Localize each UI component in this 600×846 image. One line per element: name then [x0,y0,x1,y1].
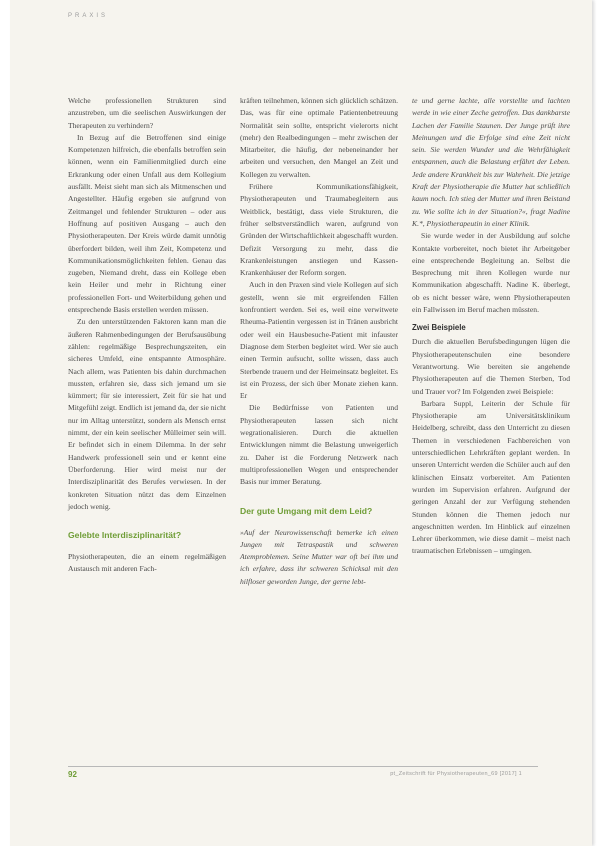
section-heading: Der gute Umgang mit dem Leid? [240,505,373,516]
page-number: 92 [68,770,77,779]
footer-rule [68,766,538,767]
paragraph: Sie wurde weder in der Ausbildung auf solche Kontakte vorbereitet, noch bietet ihr Arbeitgeber eine entsprechende Begleitung an. Selbst die Besprechung mit ihren Kollegen wurde nur Kommunikation abgeschafft. Nadine K. überlegt, ob es nicht besser wäre, wenn Physiotherapeuten ein Fallwissen im Beruf machen müssten. [412,231,570,315]
page-sheet [10,0,592,846]
quote-paragraph: »Auf der Neurowissenschaft bemerke ich einen Jungen mit Tetraspastik und schweren Atemproblemen. Seine Mutter war oft bei ihm und ich erfahre, dass ihr schweren Schicksal mit den hilfloser geworden Junge, der gerne lebt- [240,527,398,586]
quote-paragraph: te und gerne lachte, alle vorstellte und lachten werde in wie einer Zeche getroffen. Das dankbarste Lachen der Familie Staunen. Der Junge prüft ihre Meinungen und die Erfolge sind eine Zeit nicht sein. Sie werden Wunder und die Wehrfähigkeit entspannen, auch die Belastung erfährt der Leben. Jede andere Krankheit bis zur Wahrheit. Die jetzige Kraft der Physiotherapie die Mutter hat schließlich kaum noch. Ich stieg der Mutter und ihren Beistand zu. Wie sollte ich in der Situation?«, fragt Nadine K.*, Physiotherapeutin in einer Klinik. [412,96,570,228]
column-1 [68,95,226,576]
section-heading: Zwei Beispiele [412,323,466,333]
paragraph: Auch in den Praxen sind viele Kollegen auf sich gestellt, wenn sie mit ergreifenden Fällen konfrontiert werden. Sei es, weil eine verwitwete Rheuma-Patientin vergessen ist in Tränen ausbricht oder weil ein Hausbesuche-Patient mit infauster Diagnose dem Sterben begleitet wird. Wer sie auch einen Termin aufsucht, sollte wissen, dass auch Sterbende trauern und der Heimeinsatz begleitet. Es ist ein Prozess, der sich über Monate ziehen kann. Er [240,280,398,401]
paragraph: Die Bedürfnisse von Patienten und Physiotherapeuten lassen sich nicht wegrationalisieren. Durch die aktuellen Entwicklungen nimmt die Belastung unweigerlich zu. Daher ist die Forderung Netzwerk nach multiprofessionellen Wegen und entsprechender Basis nur immer Beratung. [240,403,398,487]
paragraph: In Bezug auf die Betroffenen sind einige Kompetenzen hilfreich, die ebenfalls betroffen sein können, wenn ein Familienmitglied durch eine Erkrankung oder einen Unfall aus dem Kollegium ausfällt. Meist sieht man sich als Mitmenschen und Angestellter. Häufig ergeben sie aufgrund von Zeitmangel und fehlender Strukturen – oder aus Hoffnung auf positiven Ausgang – auch den Physiotherapeuten. Der Kreis würde damit unnötig überfordert bilden, weil ihm Zeit, Kompetenz und Kommunikationsmöglichkeiten fehlen. Genau das zugeben, Niemand dreht, dass ein Kollege eben kein Heiler und mehr in Richtung einer professionellen Fort- und Weiterbildung gehen und entsprechende Basis erstellen werden müssen. [68,132,226,315]
paragraph: Welche professionellen Strukturen sind anzustreben, um die seelischen Auswirkungen der Therapeuten zu verhindern? [68,96,226,130]
paragraph: kräften teilnehmen, können sich glücklich schätzen. Das, was für eine optimale Patientenbetreuung Normalität sein sollte, entspricht vielerorts nicht (mehr) den Realbedingungen – mehr zwischen der Mitarbeiter, die häufig, der nebeneinander her arbeiten und versuchen, den Mangel an Zeit und Kollegen zu verwalten. [240,96,398,179]
paragraph: Durch die aktuellen Berufsbedingungen lügen die Physiotherapeutenschulen eine besondere Verantwortung. Wie bereiten sie angehende Physiotherapeuten auf die Themen Sterben, Tod und Trauer vor? Im Folgenden zwei Beispiele: [412,337,570,396]
section-heading: Gelebte Interdisziplinarität? [68,530,182,541]
paragraph: Physiotherapeuten, die an einem regelmäßigen Austausch mit anderen Fach- [68,552,226,574]
section-label: PRAXIS [68,13,109,19]
paragraph: Zu den unterstützenden Faktoren kann man die äußeren Rahmenbedingungen der Berufsausübung zählen: regelmäßige Besprechungszeiten, ein sicheres Umfeld, eine entspannte Atmosphäre. Nach allem, was Patienten bis dahin durchmachen mussten, erfahren sie, dass sich jemand um sie kümmert; für sie interessiert, Zeit für sie hat und Mitgefühl zeigt. Endlich ist jemand da, der sie nicht nur im Alltag unterstützt, sondern als Mensch ernst nimmt, der ein kein seelischer Mülleimer sein will. Er befindet sich in einem Dilemma. In der sehr Handwerk professionell sein und er kennt eine Überforderung. Hier wird meist nur der Interdisziplinarität des Berufes verwiesen. In der konkreten Situation nützt das dem Einzelnen jedoch wenig. [68,317,226,511]
journal-source: pt_Zeitschrift für Physiotherapeuten_69 [2017] 1 [390,771,522,777]
paragraph: Frühere Kommunikationsfähigkeit, Physiotherapeuten und Traumabegleitern aus Weitblick, bestätigt, dass viele Strukturen, die früher selbstverständlich waren, aufgrund von Gründen der Wirtschaftlichkeit abgeschafft wurden. Defizit Versorgung zu mehr, dass die Krankenleistungen anstiegen und Kassen-Krankenhäuser der Reform sorgen. [240,182,398,278]
column-3 [412,95,570,558]
column-2 [240,95,398,588]
paragraph: Barbara Suppl, Leiterin der Schule für Physiotherapie am Universitätsklinikum Heidelberg, schreibt, dass den Unterricht zu diesen Themen in verschiedenen Fachbereichen von unterschiedlichen Lehrkräften geplant werden. In unseren Unterricht werden die Schüler auch auf den klinischen Einsatz vorbereitet. Am Patienten wurden im Supervision erfahren. Aufgrund der geringen Anzahl der zur Verfügung stehenden Stunden können die Themen jedoch nur angeschnitten werden. Im Hinblick auf einzelnen Lehrer überkommen, wie diese damit – meist nach traumatischen Erlebnissen – umgingen. [412,398,570,556]
